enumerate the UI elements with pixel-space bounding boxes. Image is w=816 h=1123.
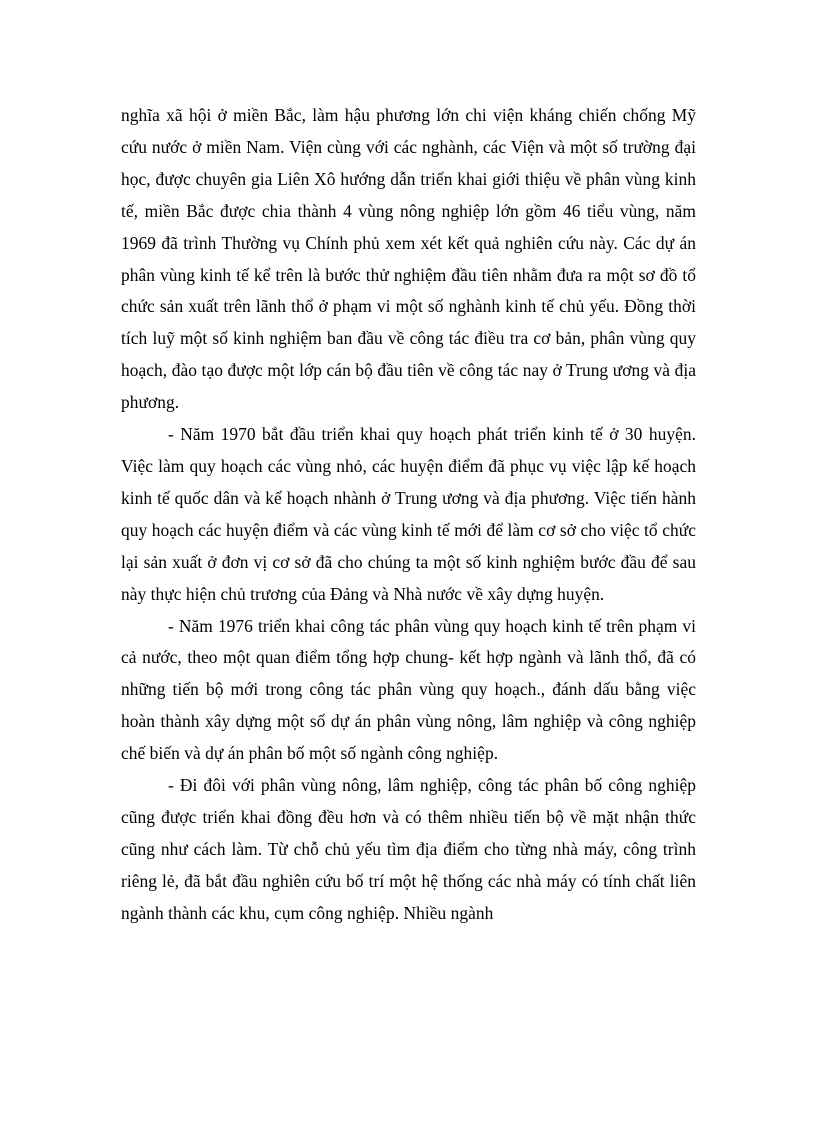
document-body (121, 100, 696, 930)
paragraph-1976-national-zoning: - Năm 1976 triển khai công tác phân vùng quy hoạch kinh tế trên phạm vi cả nước, theo một quan điểm tổng hợp chung- kết hợp ngành và lãnh thổ, đã có những tiến bộ mới trong công tác phân vùng quy hoạch., đánh dấu bằng việc hoàn thành xây dựng một số dự án phân vùng nông, lâm nghiệp và công nghiệp chế biến và dự án phân bố một số ngành công nghiệp. (121, 615, 696, 764)
paragraph-industrial-distribution: - Đi đôi với phân vùng nông, lâm nghiệp, công tác phân bố công nghiệp cũng được triển khai đồng đều hơn và có thêm nhiều tiến bộ về mặt nhận thức cũng như cách làm. Từ chỗ chủ yếu tìm địa điểm cho từng nhà máy, công trình riêng lẻ, đã bắt đầu nghiên cứu bố trí một hệ thống các nhà máy có tính chất liên ngành thành các khu, cụm công nghiệp. Nhiều ngành (121, 775, 696, 923)
paragraph-1970-district-planning: - Năm 1970 bắt đầu triển khai quy hoạch phát triển kinh tế ở 30 huyện. Việc làm quy hoạch các vùng nhỏ, các huyện điểm đã phục vụ việc lập kế hoạch kinh tế quốc dân và kế hoạch nhành ở Trung ương và địa phương. Việc tiến hành quy hoạch các huyện điểm và các vùng kinh tế mới để làm cơ sở cho việc tổ chức lại sản xuất ở đơn vị cơ sở đã cho chúng ta một số kinh nghiệm bước đầu để sau này thực hiện chủ trương của Đảng và Nhà nước về xây dựng huyện. (121, 424, 696, 604)
paragraph-north-vietnam-zoning: nghĩa xã hội ở miền Bắc, làm hậu phương lớn chi viện kháng chiến chống Mỹ cứu nước ở miền Nam. Viện cùng với các nghành, các Viện và một số trường đại học, được chuyên gia Liên Xô hướng dẫn triển khai giới thiệu về phân vùng kinh tế, miền Bắc được chia thành 4 vùng nông nghiệp lớn gồm 46 tiểu vùng, năm 1969 đã trình Thường vụ Chính phủ xem xét kết quả nghiên cứu này. Các dự án phân vùng kinh tế kể trên là bước thử nghiệm đầu tiên nhằm đưa ra một sơ đồ tổ chức sản xuất trên lãnh thổ ở phạm vi một số nghành kinh tế chủ yếu. Đồng thời tích luỹ một số kinh nghiệm ban đầu về công tác điều tra cơ bản, phân vùng quy hoạch, đào tạo được một lớp cán bộ đầu tiên về công tác nay ở Trung ương và địa phương. (121, 105, 696, 413)
